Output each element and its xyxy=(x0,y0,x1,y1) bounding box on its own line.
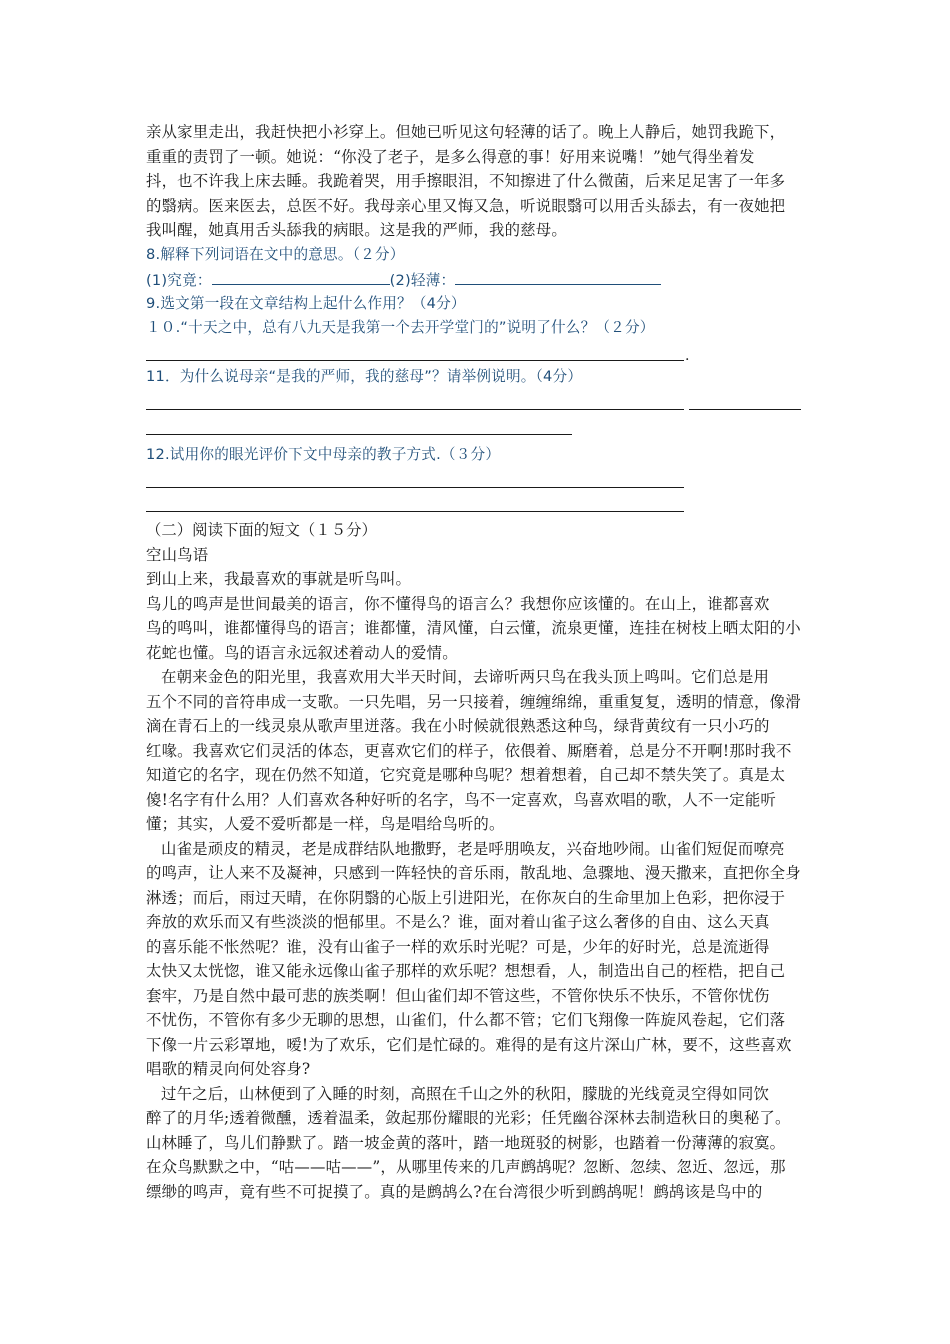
question-9-text: 9.选文第一段在文章结构上起什么作用？（4分） xyxy=(146,294,466,312)
passage-2-line: 红喙。我喜欢它们灵活的体态，更喜欢它们的样子，依偎着、厮磨着，总是分不开啊!那时我不 xyxy=(146,741,792,760)
question-9 xyxy=(146,292,816,317)
question-12 xyxy=(146,443,816,468)
answer-line-11b[interactable] xyxy=(146,414,816,439)
question-11 xyxy=(146,365,816,390)
passage-2-line: 的喜乐能不怅然呢？谁，没有山雀子一样的欢乐时光呢？可是，少年的好时光，总是流逝得 xyxy=(146,937,770,956)
question-12-text: 12.试用你的眼光评价下文中母亲的教子方式.（３分） xyxy=(146,445,501,463)
passage-1-line: 抖，也不许我上床去睡。我跪着哭，用手擦眼泪，不知擦进了什么微菌，后来足足害了一年多 xyxy=(146,172,786,190)
passage-2-line: 套牢，乃是自然中最可悲的族类啊！但山雀们却不管这些，不管你快乐不快乐，不管你忧伤 xyxy=(146,986,770,1005)
answer-blank-8-1[interactable] xyxy=(212,267,390,285)
question-8-text: 8.解释下列词语在文中的意思。（２分） xyxy=(146,245,405,263)
question-8 xyxy=(146,243,816,268)
passage-2-line: 不忧伤，不管你有多少无聊的思想，山雀们，什么都不管；它们飞翔像一阵旋风卷起，它们落 xyxy=(146,1011,786,1029)
article-title xyxy=(146,543,816,568)
passage-2-line: 的鸣声，让人来不及凝神，只感到一阵轻快的音乐雨，散乱地、急骤地、漫天撒来，直把你全身 xyxy=(146,864,801,882)
passage-2-line: 五个不同的音符串成一支歌。一只先唱，另一只接着，缠缠绵绵，重重复复，透明的情意，像滑 xyxy=(146,692,801,711)
passage-2-line: 下像一片云彩罩地，嗳!为了欢乐，它们是忙碌的。难得的是有这片深山广林，要不，这些喜欢 xyxy=(146,1035,792,1054)
section-2-heading-text: （二）阅读下面的短文（１５分） xyxy=(146,521,377,539)
passage-1-line: 亲从家里走出，我赶快把小衫穿上。但她已听见这句轻薄的话了。晚上人静后，她罚我跪下， xyxy=(146,123,786,141)
passage-2-line: 知道它的名字，现在仍然不知道，它究竟是哪种鸟呢？想着想着，自己却不禁失笑了。真是太 xyxy=(146,766,786,784)
passage-2-line: 傻!名字有什么用？人们喜欢各种好听的名字，鸟不一定喜欢，鸟喜欢唱的歌，人不一定能听 xyxy=(146,790,777,809)
answer-line-12b[interactable] xyxy=(146,492,816,517)
passage-2-line: 鸟的鸣叫，谁都懂得鸟的语言；谁都懂，清风懂，白云懂，流泉更懂，连挂在树枝上晒太阳的小 xyxy=(146,619,801,637)
answer-blank-8-2[interactable] xyxy=(455,267,661,285)
answer-line-10-period: . xyxy=(685,348,690,364)
passage-2-line: 在朝来金色的阳光里，我喜欢用大半天时间，去谛听两只鸟在我头顶上鸣叫。它们总是用 xyxy=(161,668,770,686)
answer-line-12a[interactable] xyxy=(146,467,816,492)
passage-1-line: 我叫醒，她真用舌头舔我的病眼。这是我的严师，我的慈母。 xyxy=(146,221,567,239)
passage-1 xyxy=(146,120,816,243)
passage-2-line: 醉了的月华;透着微醺，透着温柔，敛起那份耀眼的光彩；任凭幽谷深林去制造秋日的奥秘了。 xyxy=(146,1109,791,1127)
passage-2-line: 太快又太恍惚，谁又能永远像山雀子那样的欢乐呢？想想看，人，制造出自己的桎梏，把自己 xyxy=(146,962,786,980)
answer-line-10[interactable] xyxy=(146,341,816,366)
passage-2-line: 到山上来，我最喜欢的事就是听鸟叫。 xyxy=(146,570,412,588)
passage-2-line: 山林睡了，鸟儿们静默了。踏一坡金黄的落叶，踏一地斑驳的树影，也踏着一份薄薄的寂寞。 xyxy=(146,1133,786,1152)
question-8-1-label: (1)究竟： xyxy=(146,272,212,289)
passage-2-line: 花蛇也懂。鸟的语言永远叙述着动人的爱情。 xyxy=(146,643,458,662)
passage-2-line: 奔放的欢乐而又有些淡淡的悒郁里。不是么？谁，面对着山雀子这么奢侈的自由、这么天真 xyxy=(146,913,770,931)
passage-2-line: 山雀是顽皮的精灵，老是成群结队地撒野，老是呼朋唤友，兴奋地吵闹。山雀们短促而嘹亮 xyxy=(161,839,785,858)
document-page xyxy=(146,120,816,1204)
passage-2-line: 鸟儿的鸣声是世间最美的语言，你不懂得鸟的语言么？我想你应该懂的。在山上，谁都喜欢 xyxy=(146,594,770,613)
passage-2 xyxy=(146,567,816,1204)
question-8-items xyxy=(146,267,816,292)
passage-2-line: 滴在青石上的一线灵泉从歌声里迸落。我在小时候就很熟悉这种鸟，绿背黄纹有一只小巧的 xyxy=(146,717,770,735)
answer-line-11a[interactable] xyxy=(146,390,816,415)
passage-1-line: 重重的责罚了一顿。她说：“你没了老子，是多么得意的事！好用来说嘴！”她气得坐着发 xyxy=(146,147,755,166)
passage-2-line: 过午之后，山林便到了入睡的时刻，高照在千山之外的秋阳，朦胧的光线竟灵空得如同饮 xyxy=(161,1084,770,1103)
passage-2-line: 淋透；而后，雨过天晴，在你阴翳的心版上引进阳光，在你灰白的生命里加上色彩，把你浸于 xyxy=(146,888,786,907)
passage-2-line: 唱歌的精灵向何处容身? xyxy=(146,1060,311,1078)
passage-2-line: 在众鸟默默之中，“咕——咕——”，从哪里传来的几声鹧鸪呢？忽断、忽续、忽近、忽远，那 xyxy=(146,1158,786,1176)
question-10-text: １０.“十天之中，总有八九天是我第一个去开学堂门的”说明了什么？（２分） xyxy=(146,319,655,336)
question-8-2-label: (2)轻薄： xyxy=(389,272,456,289)
question-11-text: 11．为什么说母亲“是我的严师，我的慈母”？请举例说明。（4分） xyxy=(146,368,583,385)
question-10 xyxy=(146,316,816,341)
article-title-text: 空山鸟语 xyxy=(146,545,209,564)
passage-1-line: 的翳病。医来医去，总医不好。我母亲心里又悔又急，听说眼翳可以用舌头舔去，有一夜她把 xyxy=(146,196,786,215)
section-2-heading xyxy=(146,518,816,543)
passage-2-line: 懂；其实，人爱不爱听都是一样，鸟是唱给鸟听的。 xyxy=(146,815,505,833)
passage-2-line: 缥缈的鸣声，竟有些不可捉摸了。真的是鹧鸪么?在台湾很少听到鹧鸪呢！鹧鸪该是鸟中的 xyxy=(146,1182,763,1201)
